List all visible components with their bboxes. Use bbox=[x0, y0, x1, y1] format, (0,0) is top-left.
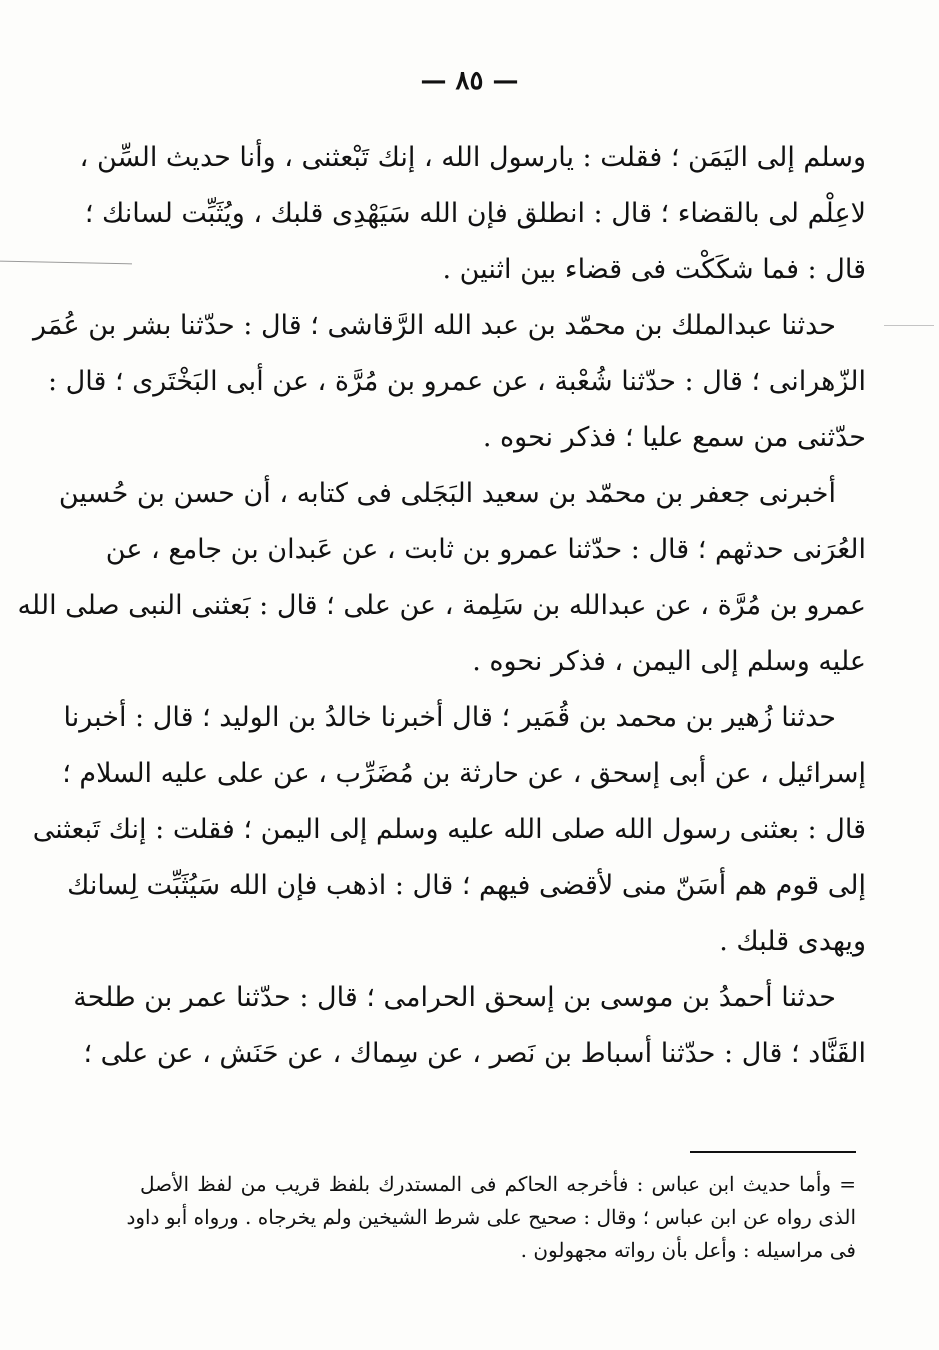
text-line: وسلم إلى اليَمَن ؛ فقلت : يارسول الله ، إنك تَبْعثنى ، وأنا حديث السِّن ، bbox=[79, 142, 866, 173]
text-line: أخبرنى جعفر بن محمّد بن سعيد البَجَلى فى كتابه ، أن حسن بن حُسين bbox=[58, 478, 836, 509]
footnote-line: فى مراسيله : وأعل بأن رواته مجهولون . bbox=[520, 1238, 856, 1262]
footnote bbox=[126, 1168, 856, 1267]
footnote-line: الذى رواه عن ابن عباس ؛ وقال : صحيح على شرط الشيخين ولم يخرجاه . ورواه أبو داود bbox=[126, 1205, 856, 1229]
text-line: إلى قوم هم أسَنّ منى لأقضى فيهم ؛ قال : اذهب فإن الله سَيُثَبِّت لِسانك bbox=[67, 870, 866, 901]
footnote-separator bbox=[690, 1151, 856, 1153]
text-line: لاعِلْم لى بالقضاء ؛ قال : انطلق فإن الله سَيَهْدِى قلبك ، ويُثَبِّت لسانك ؛ bbox=[84, 198, 866, 229]
text-line: ويهدى قلبك . bbox=[719, 926, 866, 957]
text-line: الزّهرانى ؛ قال : حدّثنا شُعْبة ، عن عمرو بن مُرَّة ، عن أبى البَخْتَرى ؛ قال : bbox=[47, 366, 866, 397]
scan-artifact-line bbox=[884, 325, 934, 326]
text-line: حدّثنى من سمع عليا ؛ فذكر نحوه . bbox=[482, 422, 866, 453]
page-number: — ٨٥ — bbox=[420, 66, 519, 96]
text-line: حدثنا زُهير بن محمد بن قُمَير ؛ قال أخبرنا خالدُ بن الوليد ؛ قال : أخبرنا bbox=[63, 702, 836, 733]
main-text bbox=[17, 130, 866, 1082]
footnote-line: = وأما حديث ابن عباس : فأخرجه الحاكم فى المستدرك بلفظ قريب من لفظ الأصل bbox=[140, 1172, 856, 1196]
text-line: إسرائيل ، عن أبى إسحق ، عن حارثة بن مُضَرِّب ، عن على عليه السلام ؛ bbox=[62, 758, 866, 789]
text-line: حدثنا أحمدُ بن موسى بن إسحق الحرامى ؛ قال : حدّثنا عمر بن طلحة bbox=[73, 982, 836, 1013]
text-line: عليه وسلم إلى اليمن ، فذكر نحوه . bbox=[472, 646, 866, 677]
text-line: العُرَنى حدثهم ؛ قال : حدّثنا عمرو بن ثابت ، عن عَبدان بن جامع ، عن bbox=[105, 534, 866, 565]
text-line: قال : بعثنى رسول الله صلى الله عليه وسلم إلى اليمن ؛ فقلت : إنك تَبعثنى bbox=[32, 814, 866, 845]
text-line: حدثنا عبدالملك بن محمّد بن عبد الله الرَّقاشى ؛ قال : حدّثنا بشر بن عُمَر bbox=[33, 310, 836, 341]
scan-artifact-line bbox=[0, 261, 132, 265]
text-line: القَنَّاد ؛ قال : حدّثنا أسباط بن نَصر ، عن سِماك ، عن حَنَش ، عن على ؛ bbox=[83, 1038, 866, 1069]
text-line: قال : فما شكَكْت فى قضاء بين اثنين . bbox=[442, 254, 866, 285]
text-line: عمرو بن مُرَّة ، عن عبدالله بن سَلِمة ، عن على ؛ قال : بَعثنى النبى صلى الله bbox=[17, 590, 866, 621]
